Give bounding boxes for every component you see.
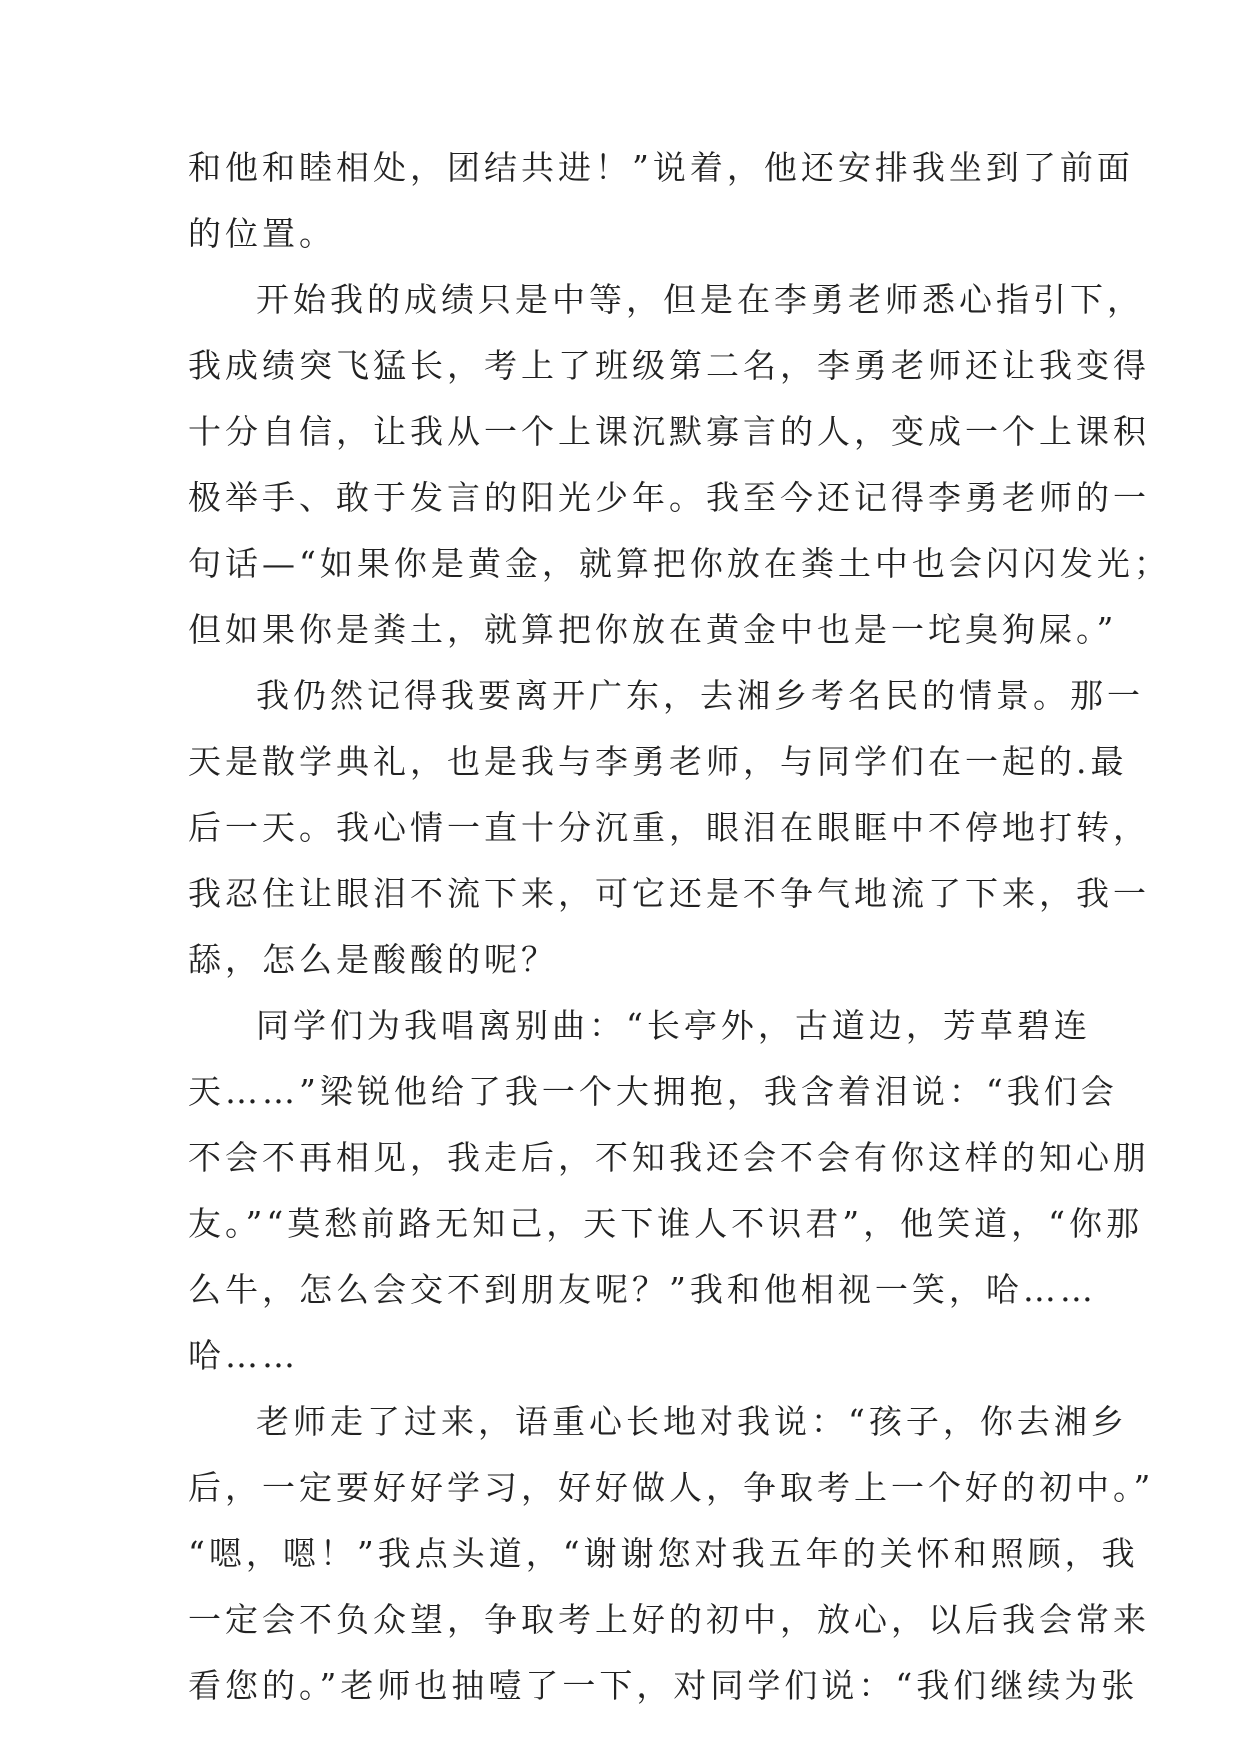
text-line: 和他和睦相处，团结共进！”说着，他还安排我坐到了前面 — [188, 148, 1134, 187]
text-line: 不会不再相见，我走后，不知我还会不会有你这样的知心朋 — [188, 1138, 1150, 1177]
text-line: 我成绩突飞猛长，考上了班级第二名，李勇老师还让我变得 — [188, 346, 1150, 385]
paragraph-start-line: 我仍然记得我要离开广东，去湘乡考名民的情景。那一 — [256, 676, 1144, 715]
text-line: 天……”梁锐他给了我一个大拥抱，我含着泪说：“我们会 — [188, 1072, 1118, 1111]
text-line: 天是散学典礼，也是我与李勇老师，与同学们在一起的.最 — [188, 742, 1128, 781]
text-line: 我忍住让眼泪不流下来，可它还是不争气地流了下来，我一 — [188, 874, 1150, 913]
text-line: 舔，怎么是酸酸的呢？ — [188, 940, 558, 979]
text-line: 后，一定要好好学习，好好做人，争取考上一个好的初中。” — [188, 1468, 1155, 1507]
paragraph-start-line: 同学们为我唱离别曲：“长亭外，古道边，芳草碧连 — [256, 1006, 1091, 1045]
text-line: 看您的。”老师也抽噎了一下，对同学们说：“我们继续为张 — [188, 1666, 1139, 1705]
text-line: 的位置。 — [188, 214, 336, 253]
text-line: “嗯，嗯！”我点头道，“谢谢您对我五年的关怀和照顾，我 — [188, 1534, 1139, 1573]
text-line: 后一天。我心情一直十分沉重，眼泪在眼眶中不停地打转， — [188, 808, 1150, 847]
paragraph-start-line: 老师走了过来，语重心长地对我说：“孩子，你去湘乡 — [256, 1402, 1128, 1441]
text-line: 友。”“莫愁前路无知己，天下谁人不识君”，他笑道，“你那 — [188, 1204, 1143, 1243]
text-line: 十分自信，让我从一个上课沉默寡言的人，变成一个上课积 — [188, 412, 1150, 451]
text-line: 一定会不负众望，争取考上好的初中，放心，以后我会常来 — [188, 1600, 1150, 1639]
text-line: 哈…… — [188, 1336, 299, 1375]
text-line: 极举手、敢于发言的阳光少年。我至今还记得李勇老师的一 — [188, 478, 1150, 517]
text-line: 么牛，怎么会交不到朋友呢？”我和他相视一笑，哈…… — [188, 1270, 1097, 1309]
paragraph-start-line: 开始我的成绩只是中等，但是在李勇老师悉心指引下， — [256, 280, 1144, 319]
text-line: 句话—“如果你是黄金，就算把你放在粪土中也会闪闪发光； — [188, 544, 1171, 583]
text-line: 但如果你是粪土，就算把你放在黄金中也是一坨臭狗屎。” — [188, 610, 1118, 649]
